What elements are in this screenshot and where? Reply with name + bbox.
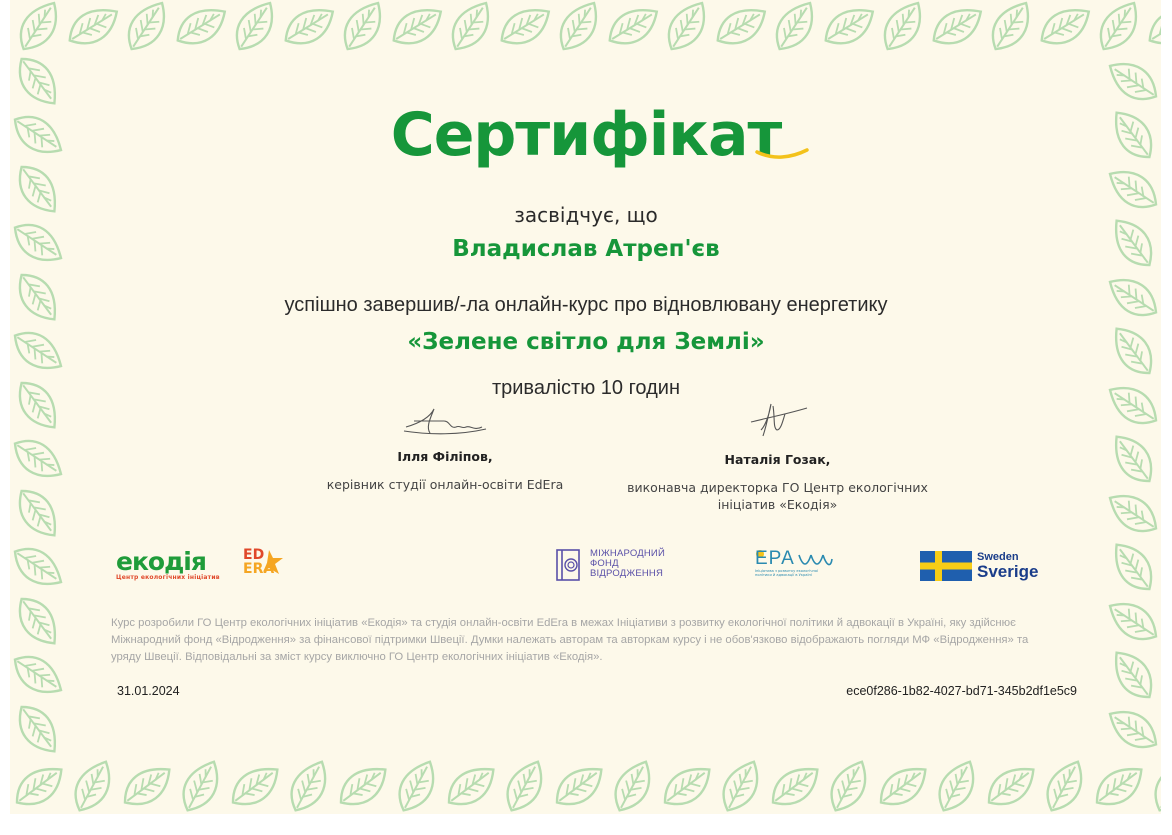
- sweden-flag-icon: [920, 551, 972, 581]
- signatory-left: [305, 405, 585, 493]
- leaf-icon: [15, 58, 61, 103]
- recipient-name: Владислав Атреп'єв: [452, 236, 720, 262]
- leaf-icon: [15, 598, 61, 643]
- sweden-logo-text: [977, 551, 1038, 581]
- leaf-icon: [1110, 652, 1156, 697]
- sweden-logo-line1: Sweden: [977, 551, 1019, 563]
- leaf-icon: [340, 763, 385, 809]
- signatory-left-role: керівник студії онлайн-освіти EdEra: [326, 477, 564, 492]
- leaf-icon: [232, 3, 277, 49]
- leaf-icon: [232, 763, 277, 809]
- signatory-right-name: Наталія Гозак,: [724, 452, 831, 467]
- leaf-icon: [15, 436, 61, 481]
- leaf-icon: [448, 3, 493, 49]
- leaf-icon: [448, 763, 493, 809]
- leaf-icon: [1110, 599, 1156, 644]
- epa-logo: [755, 549, 845, 577]
- leaf-icon: [124, 763, 169, 809]
- leaf-icon: [501, 2, 549, 51]
- leaf-icon: [176, 762, 224, 811]
- irf-logo-line2: ФОНД: [590, 558, 619, 569]
- certificate-title-text: Сертифікат: [390, 100, 782, 170]
- leaf-icon: [824, 762, 872, 811]
- irf-logo-line3: ВІДРОДЖЕННЯ: [590, 568, 664, 579]
- issue-date: 31.01.2024: [117, 684, 180, 698]
- certificate-title: [391, 100, 782, 170]
- edera-logo: [243, 548, 274, 576]
- leaf-icon: [16, 763, 61, 809]
- leaf-icon: [608, 762, 656, 811]
- leaf-icon: [772, 763, 817, 809]
- leaf-icon: [68, 762, 116, 811]
- epa-wave-icon: [797, 551, 833, 569]
- certifies-text: засвідчує, що: [514, 203, 658, 227]
- leaf-icon: [124, 3, 169, 49]
- sweden-logo-line2: Sverige: [977, 562, 1039, 581]
- edera-logo-line2: ERA: [243, 561, 275, 577]
- leaf-icon: [392, 762, 440, 811]
- ekodia-logo: [116, 547, 220, 581]
- leaf-icon: [1110, 436, 1156, 481]
- leaf-icon: [716, 762, 764, 811]
- leaf-icon: [1110, 59, 1156, 104]
- leaf-icon: [15, 652, 61, 697]
- leaf-icon: [932, 762, 980, 811]
- signatory-right-role-line2: ініціатив «Екодія»: [717, 497, 838, 512]
- disclaimer-text: Курс розробили ГО Центр екологічних ініціатив «Екодія» та студія онлайн-освіти EdEra в межах Ініціативи з розвитку екологічної політики й адвокації в Україні, яку здійснює Міжнародний фонд «Відродження» за фінансової підтримки Швеції. Думки належать авторам та авторкам курсу і не обов'язково відображають погляди МФ «Відродження» та уряду Швеції. Відповідальні за зміст курсу виключно ГО Центр екологічних ініціатив «Екодія».: [111, 617, 1029, 663]
- leaf-icon: [664, 763, 709, 809]
- leaf-icon: [1110, 491, 1156, 536]
- signatory-right-role: [625, 479, 930, 513]
- leaf-icon: [772, 3, 817, 49]
- leaf-icon: [988, 3, 1033, 49]
- irf-logo-line1: МІЖНАРОДНИЙ: [590, 548, 665, 559]
- leaf-icon: [880, 763, 925, 809]
- leaf-icon: [284, 762, 332, 811]
- leaf-icon: [717, 2, 765, 51]
- leaf-icon: [15, 490, 61, 535]
- certificate-title-area: [0, 100, 1172, 170]
- leaf-icon: [609, 2, 657, 51]
- leaf-icon: [1110, 707, 1156, 752]
- leaf-icon: [556, 763, 601, 809]
- irf-logo-text: [590, 549, 665, 579]
- completion-text: успішно завершив/-ла онлайн-курс про відновлювану енергетику: [284, 294, 888, 316]
- leaf-icon: [340, 3, 385, 49]
- leaf-icon: [1149, 2, 1161, 51]
- leaf-icon: [825, 2, 873, 51]
- signatory-right: [625, 400, 930, 513]
- leaf-icon: [880, 3, 925, 49]
- leaf-icon: [69, 2, 117, 51]
- leaf-icon: [285, 2, 333, 51]
- leaf-icon: [15, 706, 61, 751]
- signature-gozak-icon: [743, 400, 813, 440]
- signatory-left-name: Ілля Філіпов,: [397, 449, 493, 464]
- leaf-icon: [1096, 763, 1141, 809]
- leaf-icon: [500, 762, 548, 811]
- irf-emblem-icon: [556, 548, 580, 582]
- leaf-icon: [988, 763, 1033, 809]
- leaf-icon: [177, 2, 225, 51]
- epa-logo-subtitle: Ініціатива з розвитку екологічної політики й адвокації в Україні: [755, 569, 819, 577]
- leaf-icon: [664, 3, 709, 49]
- ekodia-logo-subtitle: Центр екологічних ініціатив: [116, 574, 220, 581]
- leaf-icon: [1110, 544, 1156, 589]
- edera-logo-line1: ED: [243, 547, 265, 563]
- leaf-icon: [1040, 762, 1088, 811]
- leaf-icon: [933, 2, 981, 51]
- leaf-icon: [393, 2, 441, 51]
- leaf-icon: [15, 544, 61, 589]
- ekodia-logo-name: екодія: [116, 547, 206, 576]
- leaf-icon: [1148, 762, 1161, 811]
- title-swoosh-icon: [755, 146, 809, 160]
- course-title: «Зелене світло для Землі»: [407, 329, 765, 355]
- signature-filipov-icon: [400, 405, 490, 437]
- leaf-icon: [556, 3, 601, 49]
- leaf-icon: [16, 3, 61, 49]
- duration-text: тривалістю 10 годин: [491, 377, 681, 399]
- leaf-icon: [1041, 2, 1089, 51]
- certificate-id: ece0f286-1b82-4027-bd71-345b2df1e5c9: [846, 684, 1077, 698]
- signatory-right-role-line1: виконавча директорка ГО Центр екологічних: [627, 480, 928, 495]
- leaf-icon: [1096, 3, 1141, 49]
- epa-logo-name: ЕРА: [755, 548, 795, 569]
